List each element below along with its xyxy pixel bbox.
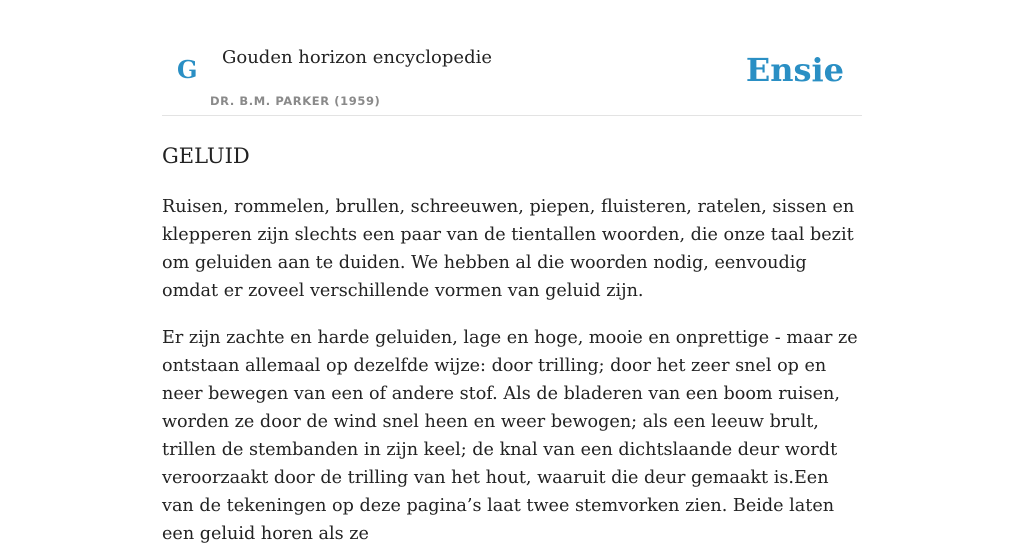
book-title: Gouden horizon encyclopedie [222,47,492,68]
article-title: GELUID [162,144,250,168]
article [162,143,862,548]
book-logo-link[interactable]: G [177,55,198,84]
book-author: DR. B.M. PARKER (1959) [210,94,381,108]
page-header [162,0,862,116]
article-paragraph: Ruisen, rommelen, brullen, schreeuwen, piepen, fluisteren, ratelen, sissen en klepperen zijn slechts een paar van de tientallen woorden, die onze taal bezit om geluiden aan te duiden. We hebben al die woorden nodig, eenvoudig omdat er zoveel verschillende vormen van geluid zijn. [162,197,855,301]
ensie-logo-link[interactable]: Ensie [745,51,844,89]
article-paragraph: Er zijn zachte en harde geluiden, lage en hoge, mooie en onprettige - maar ze ontstaan allemaal op dezelfde wijze: door trilling; door het zeer snel op en neer bewegen van een of andere stof. Als de bladeren van een boom ruisen, worden ze door de wind snel heen en weer bewogen; als een leeuw brult, trillen de stembanden in zijn keel; de knal van een dichtslaande deur wordt veroorzaakt door de trilling van het hout, waaruit die deur gemaakt is.Een van de tekeningen op deze pagina’s laat twee stemvorken zien. Beide laten een geluid horen als ze [162,328,858,544]
content-container [162,0,862,548]
